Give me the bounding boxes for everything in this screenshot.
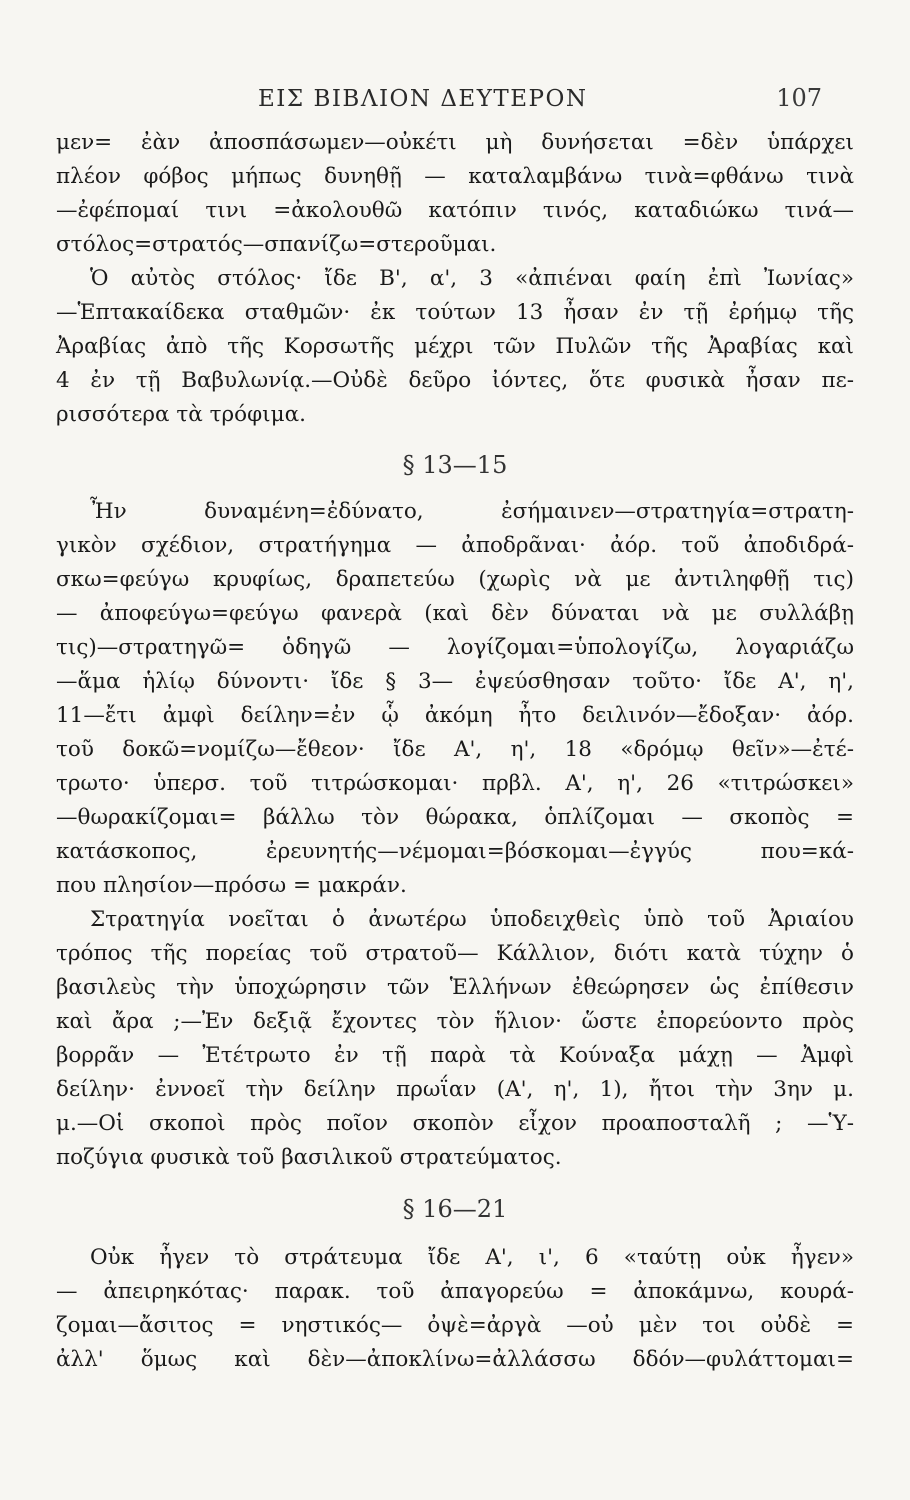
text-line: σκω=φεύγω κρυφίως, δραπετεύω (χωρὶς νὰ με ἀντιληφθῇ τις) <box>56 567 854 592</box>
text-line: Οὐκ ἦγεν τὸ στράτευμα ἴδε Α', ι', 6 «ταύτῃ οὐκ ἦγεν» <box>90 1245 854 1270</box>
text-line: ζομαι—ἄσιτος = νηστικός— ὀψὲ=ἀργὰ —οὐ μὲν τοι οὐδὲ = <box>56 1313 854 1338</box>
text-line: μ.—Οἱ σκοποὶ πρὸς ποῖον σκοπὸν εἶχον προαποσταλῆ ; —Ὑ- <box>56 1111 854 1136</box>
text-line: τρωτο· ὑπερσ. τοῦ τιτρώσκομαι· πρβλ. Α', η', 26 «τιτρώσκει» <box>56 771 854 796</box>
text-line: πλέον φόβος μήπως δυνηθῇ — καταλαμβάνω τινὰ=φθάνω τινὰ <box>56 164 854 189</box>
text-line: που πλησίον—πρόσω = μακράν. <box>56 873 407 898</box>
text-line: ρισσότερα τὰ τρόφιμα. <box>56 402 306 427</box>
text-line: —ἐφέπομαί τινι =ἀκολουθῶ κατόπιν τινός, καταδιώκω τινά— <box>56 198 854 223</box>
text-line: Ἀραβίας ἀπὸ τῆς Κορσωτῆς μέχρι τῶν Πυλῶν τῆς Ἀραβίας καὶ <box>56 334 854 359</box>
page-number: 107 <box>776 84 822 112</box>
text-line: τις)—στρατηγῶ= ὁδηγῶ — λογίζομαι=ὑπολογίζω, λογαριάζω <box>56 635 854 660</box>
text-line: 11—ἔτι ἀμφὶ δείλην=ἐν ᾧ ἀκόμη ἦτο δειλινόν—ἔδοξαν· ἀόρ. <box>56 703 854 728</box>
text-line: — ἀπειρηκότας· παρακ. τοῦ ἀπαγορεύω = ἀποκάμνω, κουρά- <box>56 1279 854 1304</box>
running-title: ΕΙΣ ΒΙΒΛΙΟΝ ΔΕΥΤΕΡΟΝ <box>258 86 588 112</box>
text-line: κατάσκοπος, ἐρευνητής—νέμομαι=βόσκομαι—ἐγγύς που=κά- <box>56 839 854 864</box>
text-line: τρόπος τῆς πορείας τοῦ στρατοῦ— Κάλλιον, διότι κατὰ τύχην ὁ <box>56 941 854 966</box>
text-line: δείλην· ἐννοεῖ τὴν δείλην πρωΐαν (Α', η', 1), ἤτοι τὴν 3ην μ. <box>56 1077 854 1102</box>
text-line: —Ἑπτακαίδεκα σταθμῶν· ἐκ τούτων 13 ἦσαν ἐν τῇ ἐρήμῳ τῆς <box>56 300 854 325</box>
section-heading: § 13—15 <box>402 451 508 479</box>
text-line: στόλος=στρατός—σπανίζω=στεροῦμαι. <box>56 232 497 257</box>
text-line: Ἦν δυναμένη=ἐδύνατο, ἐσήμαινεν—στρατηγία=στρατη- <box>90 499 854 524</box>
text-line: 4 ἐν τῇ Βαβυλωνίᾳ.—Οὐδὲ δεῦρο ἰόντες, ὅτε φυσικὰ ἦσαν πε- <box>56 368 854 393</box>
text-line: —ἅμα ἡλίῳ δύνοντι· ἴδε § 3— ἐψεύσθησαν τοῦτο· ἴδε Α', η', <box>56 669 854 694</box>
text-line: καὶ ἄρα ;—Ἐν δεξιᾷ ἔχοντες τὸν ἥλιον· ὥστε ἐπορεύοντο πρὸς <box>56 1009 854 1034</box>
text-line: Στρατηγία νοεῖται ὁ ἀνωτέρω ὑποδειχθεὶς ὑπὸ τοῦ Ἀριαίου <box>90 907 854 932</box>
text-line: ἀλλ' ὅμως καὶ δὲν—ἀποκλίνω=ἀλλάσσω δδόν—φυλάττομαι= <box>56 1347 854 1372</box>
section-heading: § 16—21 <box>402 1195 508 1223</box>
text-line: — ἀποφεύγω=φεύγω φανερὰ (καὶ δὲν δύναται νὰ με συλλάβῃ <box>56 601 854 626</box>
text-line: Ὁ αὐτὸς στόλος· ἴδε Β', α', 3 «ἀπιέναι φαίη ἐπὶ Ἰωνίας» <box>90 266 854 291</box>
text-line: ποζύγια φυσικὰ τοῦ βασιλικοῦ στρατεύματος. <box>56 1145 562 1170</box>
text-line: μεν= ἐὰν ἀποσπάσωμεν—οὐκέτι μὴ δυνήσεται =δὲν ὑπάρχει <box>56 130 854 155</box>
text-line: βασιλεὺς τὴν ὑποχώρησιν τῶν Ἑλλήνων ἐθεώρησεν ὡς ἐπίθεσιν <box>56 975 854 1000</box>
text-line: γικὸν σχέδιον, στρατήγημα — ἀποδρᾶναι· ἀόρ. τοῦ ἀποδιδρά- <box>56 533 854 558</box>
text-line: —θωρακίζομαι= βάλλω τὸν θώρακα, ὁπλίζομαι — σκοπὸς = <box>56 805 854 830</box>
text-line: βορρᾶν — Ἐτέτρωτο ἐν τῇ παρὰ τὰ Κούναξα μάχῃ — Ἀμφὶ <box>56 1043 854 1068</box>
text-line: τοῦ δοκῶ=νομίζω—ἔθεον· ἴδε Α', η', 18 «δρόμῳ θεῖν»—ἐτέ- <box>56 737 854 762</box>
